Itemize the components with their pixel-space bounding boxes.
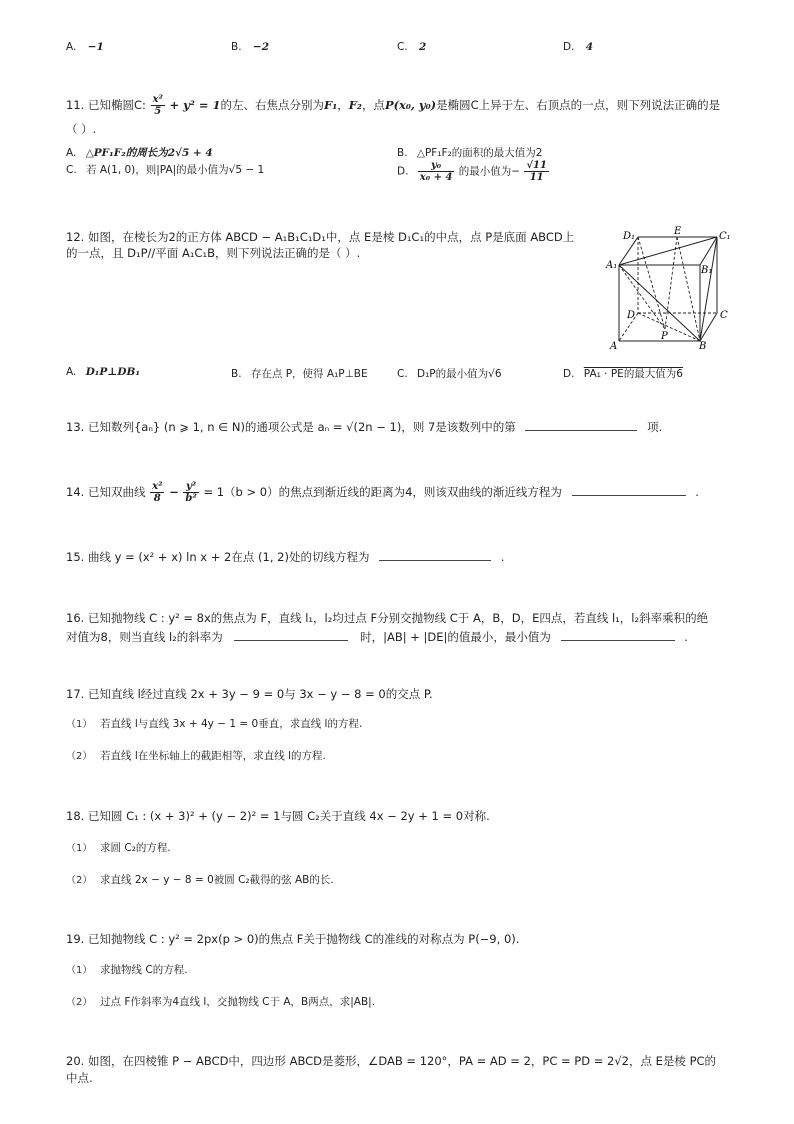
- q16-stem-line1: [66, 609, 708, 627]
- label-d: D: [627, 310, 636, 321]
- q11-stem: [66, 94, 720, 117]
- q11-point-p: P(x₀, y₀): [384, 98, 437, 112]
- q16-line2b: 时，|AB| + |DE|的值最小，最小值为: [360, 630, 551, 644]
- q14-fraction-x: [150, 481, 164, 504]
- q12-option-c: [397, 366, 502, 381]
- q17-text: 已知直线 l经过直线 2x + 3y − 9 = 0与 3x − y − 8 = 0的交点 P.: [87, 687, 433, 701]
- part-label: （2）: [66, 751, 93, 762]
- option-value: −2: [252, 41, 269, 53]
- q12-option-d: [563, 366, 683, 381]
- seg-e-b: [677, 237, 700, 341]
- q16-line2a: 对值为8，则当直线 l₂的斜率为: [66, 630, 223, 644]
- part-label: （2）: [66, 875, 93, 886]
- answer-blank[interactable]: [561, 628, 675, 641]
- option-text: 存在点 P，使得 A₁P⊥BE: [250, 368, 368, 380]
- option-text: 的最小值为−: [458, 165, 521, 178]
- question-number: 14.: [66, 485, 85, 499]
- fraction-denominator: x₀ + 4: [419, 172, 453, 183]
- label-b: B: [699, 341, 707, 352]
- q15-tail: .: [500, 550, 505, 564]
- q12-stem-line2: 的一点，且 D₁P//平面 A₁C₁B，则下列说法正确的是（ ）.: [66, 246, 361, 260]
- q11-option-c: [66, 162, 264, 177]
- q11-prefix: 已知椭圆C:: [87, 98, 146, 112]
- option-letter: C.: [397, 368, 408, 380]
- q14-fraction-y: [183, 481, 198, 504]
- part-label: （2）: [66, 997, 93, 1008]
- option-text: D₁P的最小值为√6: [417, 368, 502, 380]
- fraction-numerator: y²: [183, 481, 198, 493]
- label-a1: A₁: [606, 260, 618, 271]
- fraction-denominator: 11: [529, 172, 544, 183]
- q13-tail: 项.: [647, 420, 663, 434]
- option-text: 若 A(1, 0)，则|PA|的最小值为√5 − 1: [86, 164, 265, 176]
- q14-minus: −: [169, 485, 179, 499]
- label-p: P: [661, 331, 668, 342]
- option-letter: A.: [66, 366, 77, 378]
- question-number: 15.: [66, 550, 85, 564]
- q11-d-fraction: [418, 160, 455, 183]
- q11-f2: F₂: [348, 98, 362, 112]
- q12-option-a: [66, 366, 140, 378]
- q11-equation-tail: + y² = 1: [169, 98, 221, 112]
- seg-a1-p: [619, 265, 665, 329]
- q13-stem: [66, 418, 662, 436]
- question-number: 20.: [66, 1054, 85, 1068]
- q15-stem: [66, 548, 504, 566]
- part-label: （1）: [66, 843, 93, 854]
- q18-part-2: [66, 871, 334, 887]
- q12-line1: 如图，在棱长为2的正方体 ABCD − A₁B₁C₁D₁中，点 E是棱 D₁C₁的中点，点 P是底面 ABCD上: [87, 230, 575, 244]
- part-text: 求圆 C₂的方程.: [100, 842, 171, 854]
- option-letter: D.: [563, 41, 575, 53]
- part-label: （1）: [66, 965, 93, 976]
- q18-stem: [66, 807, 490, 825]
- q17-stem: [66, 685, 433, 703]
- q20-line1: 如图，在四棱锥 P − ABCD中，四边形 ABCD是菱形，∠DAB = 120°，PA = AD = 2，PC = PD = 2√2，点 E是棱 PC的: [87, 1054, 717, 1068]
- question-number: 12.: [66, 230, 85, 244]
- diag-a1-b: [619, 265, 700, 341]
- q11-ellipse-fraction: [151, 94, 165, 117]
- answer-blank[interactable]: [379, 548, 491, 561]
- q17-part-1: [66, 715, 362, 731]
- part-text: 过点 F作斜率为4直线 l，交抛物线 C于 A，B两点，求|AB|.: [100, 996, 376, 1008]
- q20-stem-line2: 中点.: [66, 1071, 93, 1085]
- diag-d-b-hidden: [638, 313, 700, 341]
- q11-option-b: [397, 145, 542, 160]
- q10-option-d: [563, 41, 593, 53]
- q11-sep1: ，: [337, 98, 349, 112]
- question-number: 13.: [66, 420, 85, 434]
- fraction-numerator: y₀: [418, 160, 455, 172]
- option-letter: A.: [66, 41, 77, 53]
- fraction-denominator: 5: [154, 106, 162, 117]
- option-value: 4: [585, 41, 594, 53]
- q16-stem-line2: [66, 628, 688, 646]
- q20-stem-line1: [66, 1052, 716, 1070]
- answer-blank[interactable]: [525, 418, 637, 431]
- diag-c1-b: [700, 237, 717, 341]
- fraction-denominator: b²: [185, 493, 197, 504]
- q13-text: 已知数列{aₙ} (n ⩾ 1, n ∈ N)的通项公式是 aₙ = √(2n − 1)，则 7是该数列中的第: [87, 420, 516, 434]
- q19-part-1: [66, 961, 188, 977]
- q19-stem: [66, 930, 519, 948]
- question-number: 17.: [66, 687, 85, 701]
- q12-cube-figure: [605, 225, 735, 355]
- q19-part-2: [66, 993, 375, 1009]
- question-number: 16.: [66, 611, 85, 625]
- q10-option-b: [231, 41, 269, 53]
- q11-f1: F₁: [324, 98, 338, 112]
- option-text: D₁P⊥DB₁: [85, 366, 140, 378]
- question-number: 19.: [66, 932, 85, 946]
- option-value: −1: [87, 41, 104, 53]
- q19-text: 已知抛物线 C : y² = 2px(p > 0)的焦点 F关于抛物线 C的准线的对称点为 P(−9, 0).: [87, 932, 520, 946]
- seg-d1-p: [638, 237, 665, 329]
- option-letter: C.: [397, 41, 408, 53]
- q11-tail: 是椭圆C上异于左、右顶点的一点，则下列说法正确的是: [436, 98, 721, 112]
- label-d1: D₁: [623, 231, 636, 242]
- q10-option-c: [397, 41, 426, 53]
- part-text: 若直线 l在坐标轴上的截距相等，求直线 l的方程.: [100, 750, 326, 762]
- q18-text: 已知圆 C₁ : (x + 3)² + (y − 2)² = 1与圆 C₂关于直线 4x − 2y + 1 = 0对称.: [87, 809, 490, 823]
- q14-tail: .: [695, 485, 699, 499]
- q16-line2c: .: [684, 630, 688, 644]
- fraction-denominator: 8: [153, 493, 161, 504]
- q14-text: = 1（b > 0）的焦点到渐近线的距离为4，则该双曲线的渐近线方程为: [203, 485, 562, 499]
- part-label: （1）: [66, 719, 93, 730]
- label-c1: C₁: [719, 231, 731, 242]
- q16-line1: 已知抛物线 C : y² = 8x的焦点为 F，直线 l₁，l₂均过点 F分别交抛物线 C于 A，B，D，E四点，若直线 l₁，l₂斜率乘积的绝: [87, 611, 709, 625]
- answer-blank[interactable]: [234, 628, 348, 641]
- q17-part-2: [66, 747, 326, 763]
- q14-prefix: 已知双曲线: [87, 485, 146, 499]
- option-text: PA₁ · PE的最大值为6: [583, 368, 683, 380]
- option-value: 2: [419, 41, 427, 53]
- option-letter: B.: [397, 147, 408, 159]
- part-text: 求直线 2x − y − 8 = 0被圆 C₂截得的弦 AB的长.: [100, 874, 334, 886]
- q15-text: 曲线 y = (x² + x) ln x + 2在点 (1, 2)处的切线方程为: [87, 550, 370, 564]
- q12-option-b: [231, 366, 368, 381]
- question-number: 11.: [66, 98, 85, 112]
- q11-stem-line2: （ ）.: [66, 122, 97, 136]
- seg-e-p: [665, 237, 677, 329]
- q18-part-1: [66, 839, 171, 855]
- q10-option-a: [66, 41, 104, 53]
- option-letter: B.: [231, 41, 242, 53]
- option-letter: B.: [231, 368, 242, 380]
- option-letter: D.: [563, 368, 575, 380]
- q11-option-a: [66, 145, 213, 160]
- question-number: 18.: [66, 809, 85, 823]
- part-text: 若直线 l与直线 3x + 4y − 1 = 0垂直，求直线 l的方程.: [100, 718, 363, 730]
- label-c: C: [720, 310, 728, 321]
- q11-option-d: [397, 160, 550, 183]
- answer-blank[interactable]: [572, 483, 686, 496]
- q11-sep2: ，点: [361, 98, 385, 112]
- label-a: A: [610, 341, 618, 352]
- q11-d-value-fraction: [524, 160, 549, 183]
- q14-stem: [66, 481, 699, 504]
- label-e: E: [674, 226, 682, 237]
- fraction-numerator: x²: [152, 481, 163, 492]
- option-text: △PF₁F₂的周长为2√5 + 4: [85, 147, 213, 159]
- option-letter: D.: [397, 165, 409, 178]
- option-letter: A.: [66, 147, 77, 159]
- fraction-numerator: x²: [152, 94, 163, 105]
- label-b1: B₁: [701, 265, 713, 276]
- option-letter: C.: [66, 164, 77, 176]
- q11-mid: 的左、右焦点分别为: [220, 98, 325, 112]
- part-text: 求抛物线 C的方程.: [100, 964, 188, 976]
- fraction-numerator: √11: [526, 160, 547, 171]
- option-text: △PF₁F₂的面积的最大值为2: [416, 147, 543, 159]
